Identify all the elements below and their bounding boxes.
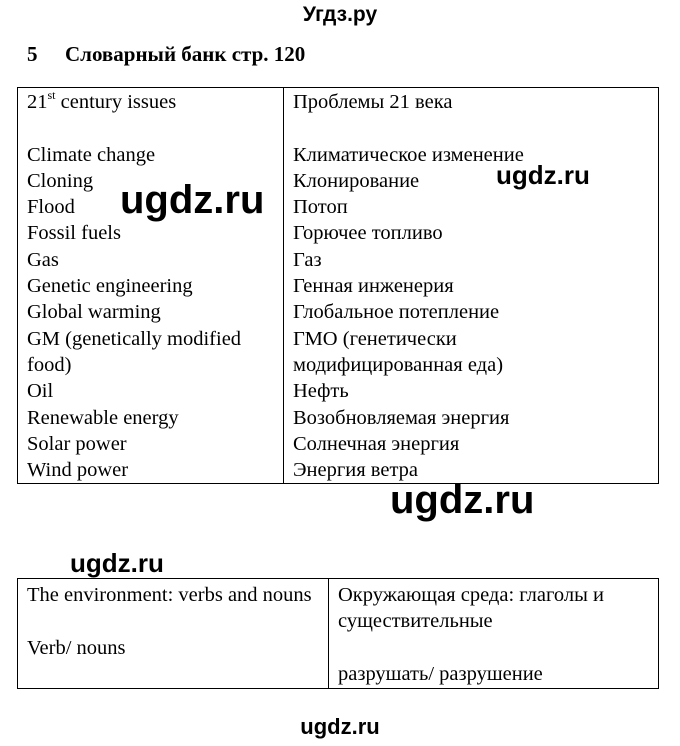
term-en: Global warming — [27, 301, 161, 324]
english-column — [18, 579, 329, 689]
term-ru: Горючее топливо — [293, 222, 443, 245]
term-en: Gas — [27, 248, 59, 271]
vocabulary-table-environment — [17, 578, 659, 689]
watermark: ugdz.ru — [300, 714, 380, 739]
term-en: Genetic engineering — [27, 275, 193, 298]
column-header-english — [27, 89, 283, 115]
site-header: Угдз.ру — [302, 3, 378, 26]
spacer — [293, 115, 658, 141]
column-header-english: The environment: verbs and nouns — [27, 584, 312, 606]
english-column — [18, 88, 284, 484]
header-number: 21 — [27, 91, 48, 113]
watermark: ugdz.ru — [390, 478, 535, 522]
term-ru: Генная инженерия — [293, 275, 454, 298]
table-row — [18, 579, 659, 689]
term-en: Flood — [27, 196, 75, 219]
term-en: Verb/ nouns — [27, 636, 126, 659]
column-header-russian: Проблемы 21 века — [293, 91, 453, 113]
term-ru: Клонирование — [293, 169, 420, 192]
watermark: ugdz.ru — [70, 548, 164, 578]
column-header-russian: Окружающая среда: глаголы и существительные — [338, 584, 604, 633]
spacer — [27, 608, 328, 634]
term-ru: Газ — [293, 248, 322, 271]
term-en: GM (genetically modified — [27, 327, 242, 350]
term-en: Renewable energy — [27, 406, 179, 429]
term-ru: Солнечная энергия — [293, 432, 460, 455]
term-ru: модифицированная еда) — [293, 353, 504, 376]
term-en: Climate change — [27, 143, 156, 166]
term-ru: Потоп — [293, 196, 348, 219]
russian-column — [284, 88, 659, 484]
term-ru: Климатическое изменение — [293, 143, 524, 166]
term-en: Wind power — [27, 459, 129, 482]
section-number: 5 — [27, 42, 38, 66]
term-ru: разрушать/ разрушение — [338, 662, 543, 685]
spacer — [27, 115, 283, 141]
section-heading — [27, 40, 305, 68]
watermark: ugdz.ru — [120, 178, 265, 222]
header-text: century issues — [55, 91, 177, 113]
section-title: Словарный банк стр. 120 — [65, 42, 306, 66]
term-en: Cloning — [27, 169, 94, 192]
term-en: Solar power — [27, 432, 127, 455]
header-superscript: st — [47, 88, 56, 102]
table-row — [18, 88, 659, 484]
term-en: Oil — [27, 380, 54, 403]
term-ru: Нефть — [293, 380, 349, 403]
term-ru: ГМО (генетически — [293, 327, 457, 350]
term-ru: Глобальное потепление — [293, 301, 500, 324]
term-en: food) — [27, 353, 72, 376]
watermark: ugdz.ru — [496, 160, 590, 190]
term-ru: Энергия ветра — [293, 459, 419, 482]
spacer — [338, 635, 658, 661]
term-ru: Возобновляемая энергия — [293, 406, 510, 429]
term-en: Fossil fuels — [27, 222, 121, 245]
vocabulary-table-issues — [17, 87, 659, 484]
russian-column — [329, 579, 659, 689]
